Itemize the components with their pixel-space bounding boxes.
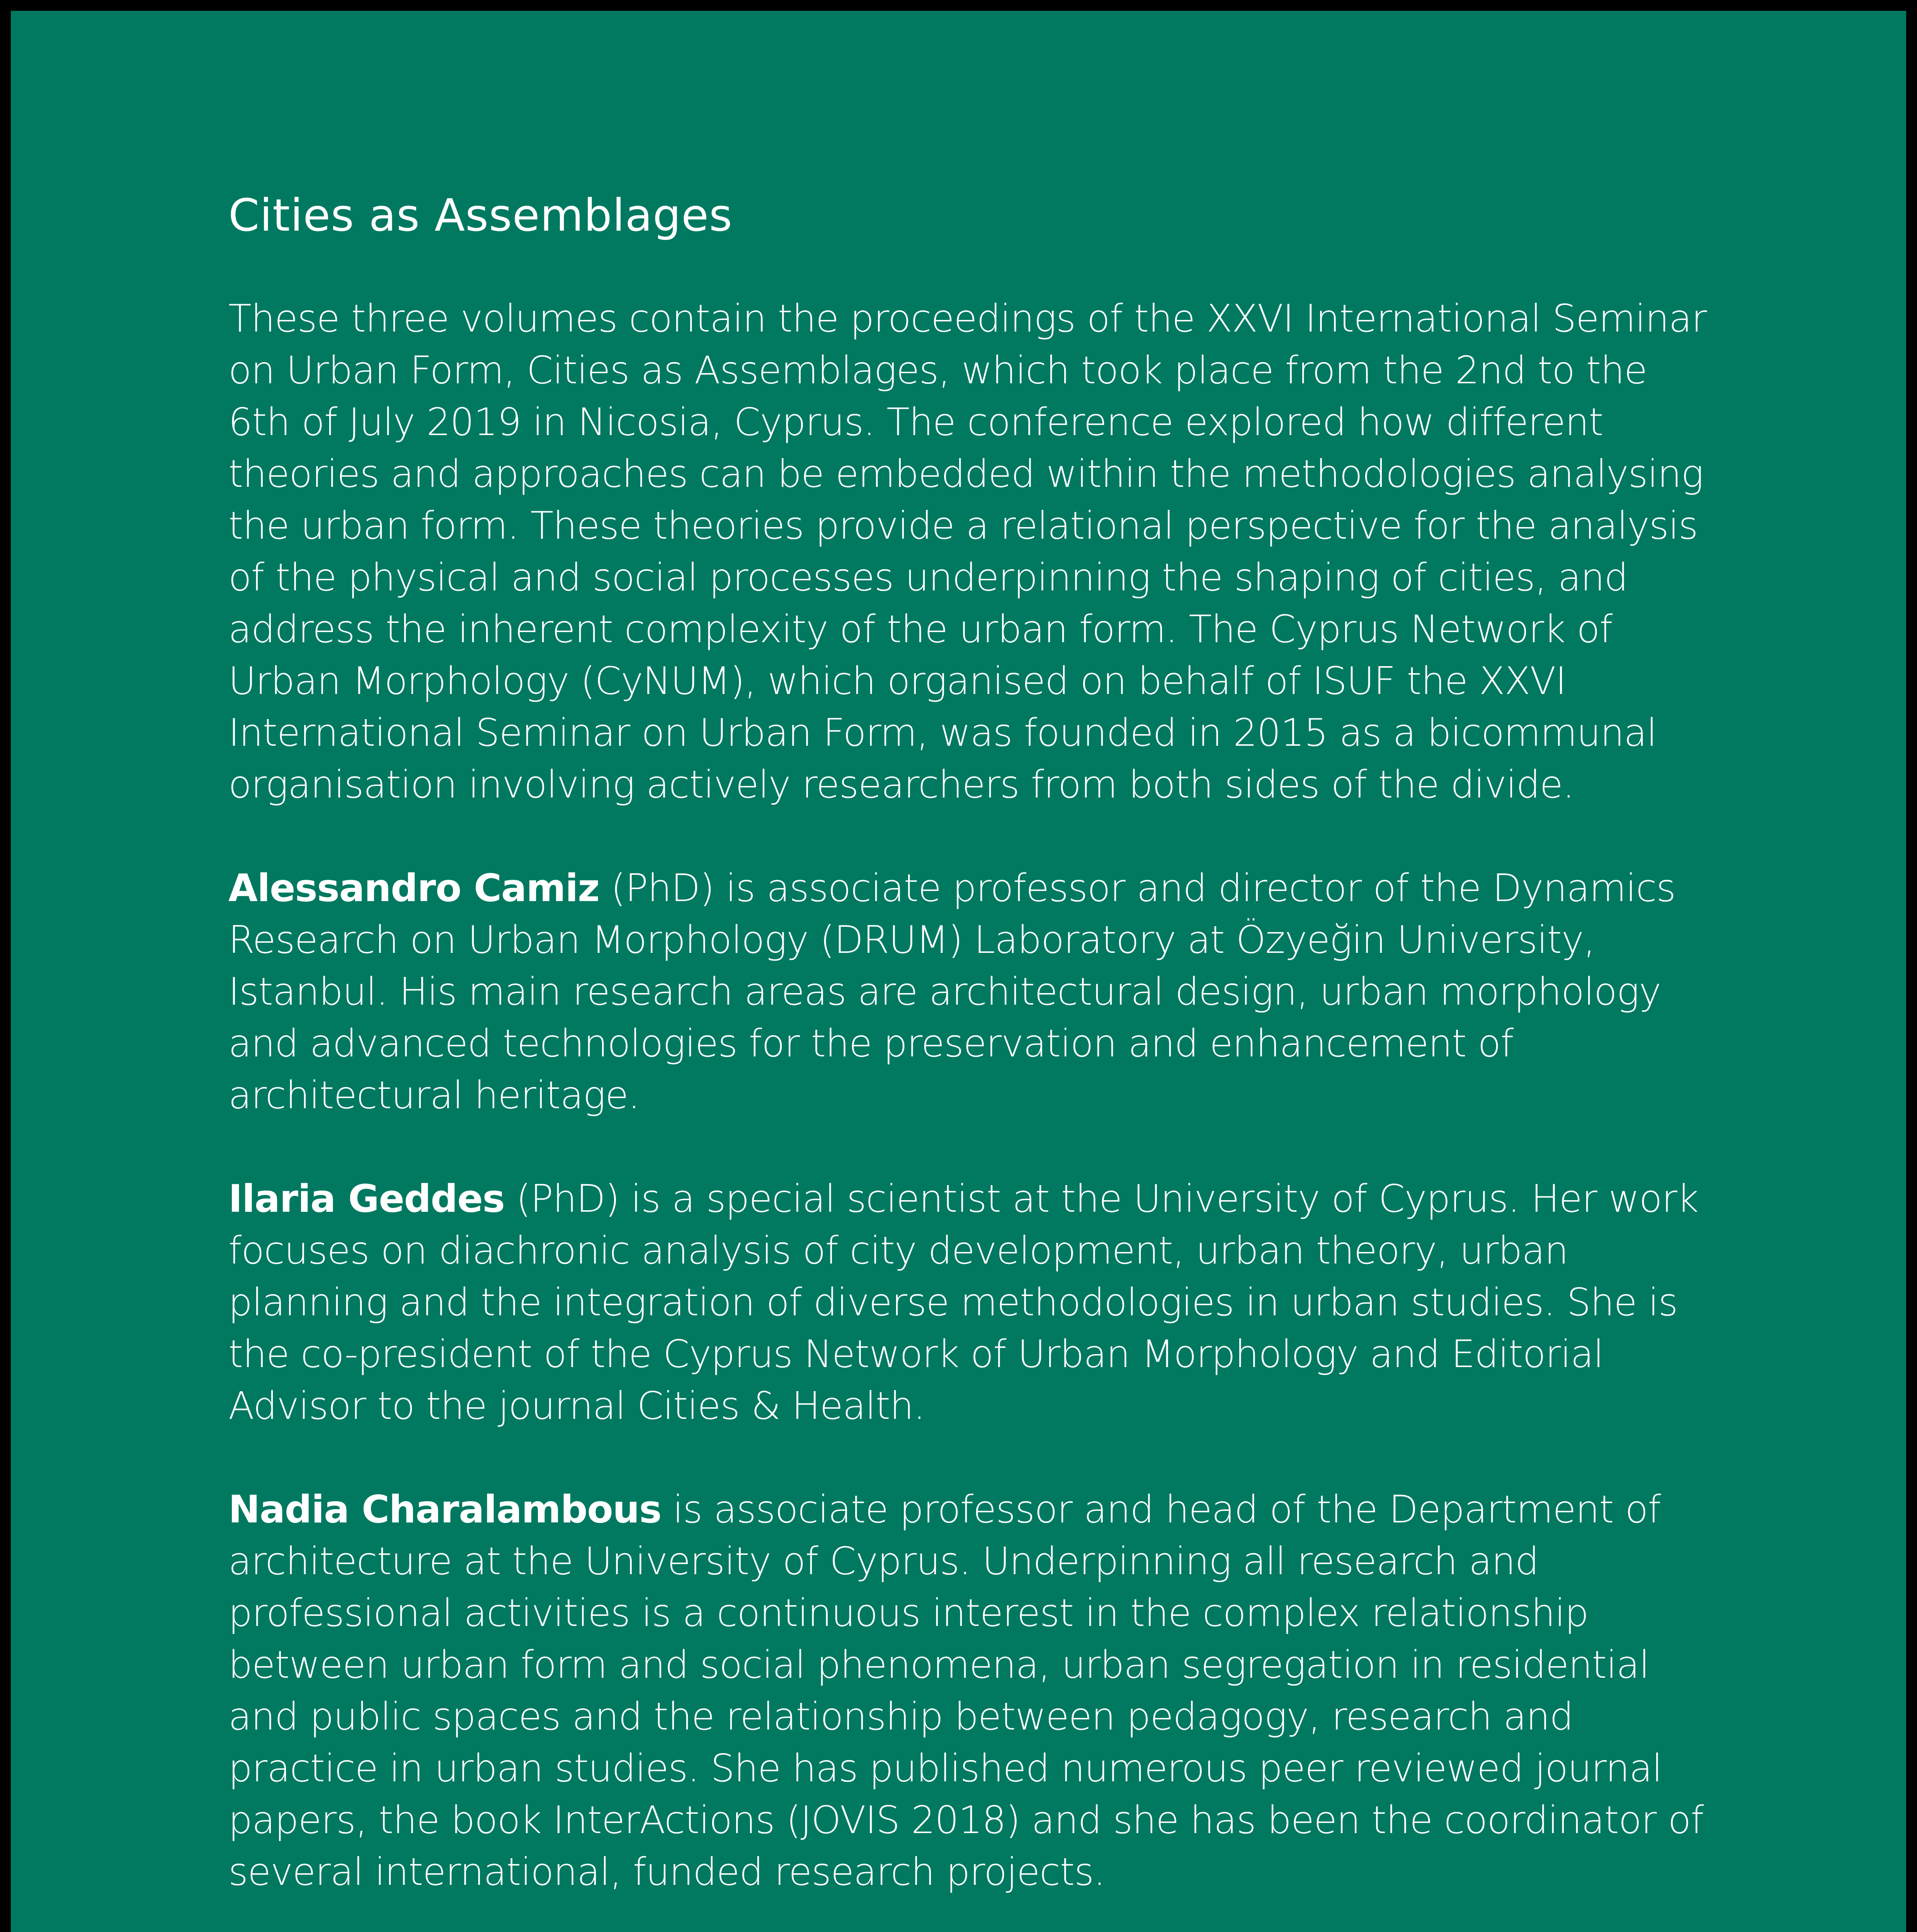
bio-geddes [228,1173,1720,1432]
author-bio-text: (PhD) is associate professor and director of the Dynamics Research on Urban Morphology (DRUM) Laboratory at Özyeğin University, Istanbul. His main research areas are architectural design, urban morphology and advanced technologies for the preservation and enhancement of architectural heritage. [228,866,1675,1117]
author-name: Nadia Charalambous [228,1488,662,1532]
author-bio-text: (PhD) is a special scientist at the University of Cyprus. Her work focuses on diachronic analysis of city development, urban theory, urban planning and the integration of diverse methodologies in urban studies. She is the co-president of the Cyprus Network of Urban Morphology and Editorial Advisor to the journal Cities & Health. [228,1177,1699,1428]
author-name: Alessandro Camiz [228,866,599,910]
book-title: Cities as Assemblages [228,190,733,242]
cover-text [228,189,1720,1932]
back-cover [11,11,1906,1932]
author-bio-text: is associate professor and head of the Department of architecture at the University of Cyprus. Underpinning all research and professional activities is a continuous interest in the complex relationship between urban form and social phenomena, urban segregation in residential and public spaces and the relationship between pedagogy, research and practice in urban studies. She has published numerous peer reviewed journal papers, the book InterActions (JOVIS 2018) and she has been the coordinator of several international, funded research projects. [228,1488,1704,1894]
author-name: Ilaria Geddes [228,1177,505,1221]
intro-paragraph: These three volumes contain the proceedings of the XXVI International Seminar on Urban Form, Cities as Assemblages, which took place from the 2nd to the 6th of July 2019 in Nicosia, Cyprus. The conference explored how different theories and approaches can be embedded within the methodologies analysing the urban form. These theories provide a relational perspective for the analysis of the physical and social processes underpinning the shaping of cities, and address the inherent complexity of the urban form. The Cyprus Network of Urban Morphology (CyNUM), which organised on behalf of ISUF the XXVI International Seminar on Urban Form, was founded in 2015 as a bicommunal organisation involving actively researchers from both sides of the divide. [228,297,1707,807]
bio-camiz [228,862,1720,1121]
bio-charalambous [228,1484,1720,1898]
